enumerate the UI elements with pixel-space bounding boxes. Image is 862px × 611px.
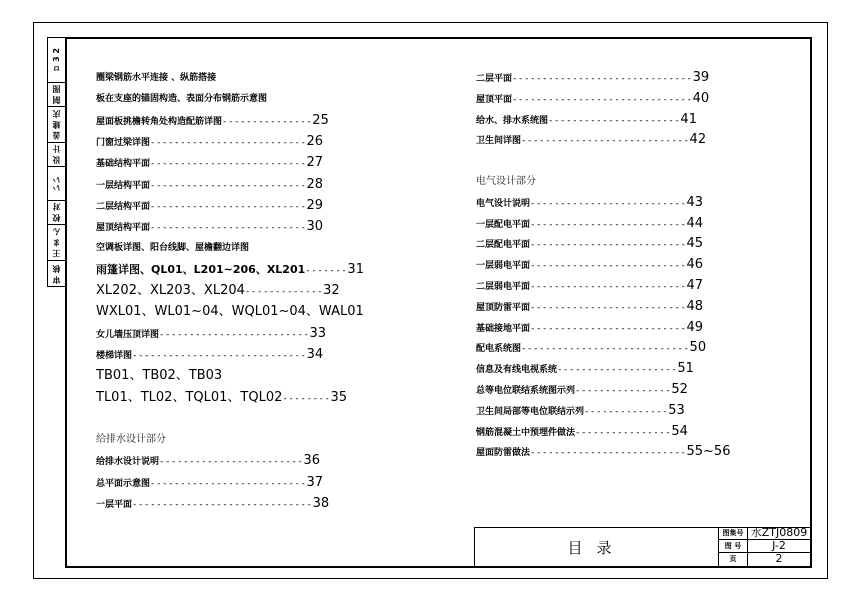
- toc-entry-leader: ------------------------------: [512, 74, 693, 84]
- toc-entry-page: 29: [306, 197, 324, 213]
- toc-entry: [96, 263, 364, 278]
- toc-entry-page: 31: [347, 261, 364, 277]
- toc-entry-page: 48: [686, 298, 704, 314]
- toc-entry-title: 门窗过梁详图: [96, 137, 151, 148]
- toc-entry-page: 35: [330, 389, 348, 405]
- drawing-label: 图 号: [719, 540, 748, 553]
- toc-entry-title: 卫生间详图: [476, 136, 522, 147]
- toc-entry-title: 二层配电平面: [476, 240, 531, 251]
- toc-entry: [476, 383, 688, 398]
- title-block-atlas-row: [719, 527, 810, 540]
- toc-entry-leader: -------------: [244, 287, 324, 297]
- toc-entry-title: 空调板详图、阳台线脚、屋檐翻边详图: [96, 243, 250, 254]
- toc-entry: [476, 445, 730, 460]
- toc-entry-page: 49: [686, 319, 704, 335]
- toc-entry: [476, 237, 703, 252]
- signature-cell-text: ロ 3 2: [51, 47, 61, 73]
- toc-entry-title: 基础接地平面: [476, 323, 531, 334]
- toc-entry-page: 45: [686, 236, 704, 252]
- toc-entry: [476, 217, 703, 232]
- toc-entry-title: TB01、TB02、TB03: [96, 368, 223, 384]
- toc-entry-leader: ------------------------: [159, 457, 304, 468]
- toc-entry-title: 屋面板挑檐转角处构造配筋详图: [96, 116, 223, 127]
- signature-cell: [47, 260, 65, 287]
- toc-entry-leader: --------------------------: [530, 261, 687, 272]
- toc-entry-title: 钢筋混凝土中预埋件做法: [476, 427, 576, 438]
- signature-cell-text: 校 对: [51, 203, 61, 222]
- toc-entry: [96, 391, 347, 406]
- toc-entry: [476, 196, 703, 211]
- page-label: 页: [719, 553, 748, 566]
- toc-entry-page: 38: [312, 496, 330, 511]
- toc-entry-page: 32: [323, 283, 340, 298]
- toc-entry-page: 55~56: [686, 444, 731, 460]
- toc-entry-leader: -----------------------------: [132, 350, 307, 361]
- toc-entry: [476, 404, 685, 419]
- toc-entry-page: 25: [312, 112, 329, 128]
- atlas-label: 图集号: [719, 527, 748, 540]
- signature-cell: [47, 166, 65, 200]
- toc-entry-leader: ------------------------------: [132, 500, 313, 510]
- toc-entry-leader: ----------------------: [548, 115, 681, 126]
- toc-entry-leader: --------------------------: [530, 323, 687, 334]
- toc-entry-leader: --------------------------: [530, 302, 687, 313]
- toc-entry: [96, 220, 323, 235]
- toc-entry-leader: ----------------------------: [521, 136, 690, 147]
- toc-entry-page: 51: [677, 361, 694, 377]
- toc-entry-page: 26: [306, 133, 324, 149]
- toc-entry-page: 33: [309, 325, 327, 341]
- drawing-value: J-2: [772, 539, 786, 552]
- toc-entry-title: WXL01、WL01~04、WQL01~04、WAL01: [96, 304, 364, 320]
- toc-entry: [476, 300, 703, 315]
- toc-entry: [476, 71, 709, 86]
- toc-entry-page: 37: [306, 474, 324, 490]
- toc-entry-title: 基础结构平面: [96, 159, 151, 170]
- toc-entry: [96, 497, 329, 512]
- toc-entry-leader: --------------------------: [530, 198, 687, 209]
- toc-entry: [96, 348, 323, 363]
- toc-entry-leader: --------------------: [557, 365, 678, 376]
- signature-cell-text: 盖 建 庆: [51, 109, 61, 140]
- toc-entry-page: 27: [306, 155, 324, 171]
- toc-entry-page: 52: [671, 382, 688, 397]
- title-block-drawing-row: [719, 540, 810, 553]
- toc-entry-leader: --------------------------: [530, 240, 687, 251]
- toc-entry-title: XL202、XL203、XL204: [96, 283, 245, 298]
- toc-entry-leader: --------------------------: [150, 478, 307, 489]
- toc-entry: [476, 175, 536, 189]
- signature-cell: [47, 106, 65, 142]
- toc-entry: [96, 454, 320, 469]
- toc-entry-title: 总等电位联结系统图示列: [476, 386, 576, 396]
- toc-entry: [96, 71, 216, 85]
- toc-entry-title: 二层结构平面: [96, 201, 151, 212]
- toc-entry-title: 二层弱电平面: [476, 282, 531, 292]
- toc-entry-page: 41: [680, 111, 697, 127]
- toc-entry-leader: -------: [305, 265, 348, 276]
- toc-entry-title: 板在支座的锚固构造、表面分布钢筋示意图: [96, 94, 268, 105]
- toc-entry-page: 36: [303, 453, 321, 469]
- toc-entry-title: 女儿墙压顶详图: [96, 329, 160, 340]
- toc-entry-title: 雨篷详图、QL01、L201~206、XL201: [96, 262, 306, 276]
- toc-entry-title: 一层结构平面: [96, 180, 151, 191]
- toc-entry-leader: --------------------------: [150, 180, 307, 191]
- signature-cell-text: 审 核: [51, 264, 61, 284]
- toc-entry-leader: --------------------------: [530, 282, 687, 292]
- toc-entry-title: 屋顶平面: [476, 94, 513, 105]
- toc-entry-title: 一层平面: [96, 500, 133, 510]
- toc-entry-title: 给排水设计说明: [96, 457, 160, 468]
- toc-entry-title: 屋面防雷做法: [476, 448, 531, 459]
- toc-entry-title: 电气设计部分: [476, 176, 536, 187]
- toc-entry-page: 43: [686, 194, 704, 210]
- toc-entry: [476, 321, 703, 336]
- page-value: 2: [775, 552, 783, 565]
- toc-entry: [96, 241, 249, 255]
- toc-entry: [476, 362, 694, 377]
- toc-entry: [96, 156, 323, 171]
- toc-entry: [96, 199, 323, 214]
- toc-entry-title: 屋顶防雷平面: [476, 302, 531, 313]
- toc-entry-leader: --------: [282, 393, 331, 404]
- toc-entry: [476, 341, 706, 356]
- toc-entry-leader: --------------------------: [150, 137, 307, 148]
- toc-entry-title: 配电系统图: [476, 344, 522, 355]
- toc-entry: [96, 178, 323, 193]
- toc-entry-leader: -------------------------: [159, 329, 310, 340]
- toc-entry-leader: --------------------------: [530, 448, 687, 459]
- toc-entry-page: 53: [668, 402, 685, 418]
- toc-entry-leader: ---------------: [222, 116, 313, 127]
- signature-cell: [47, 37, 65, 82]
- toc-entry-title: 给水、排水系统图: [476, 115, 549, 126]
- toc-entry-page: 50: [689, 340, 707, 356]
- toc-entry: [96, 284, 340, 299]
- toc-entry-page: 44: [686, 215, 704, 231]
- toc-entry-title: 总平面示意图: [96, 478, 151, 489]
- signature-cell: [47, 200, 65, 224]
- signature-cell-text: いい: [51, 175, 61, 192]
- toc-entry: [96, 369, 222, 383]
- signature-cell: [47, 82, 65, 106]
- toc-entry-title: 给排水设计部分: [96, 434, 166, 446]
- toc-entry: [96, 433, 166, 447]
- toc-entry-page: 54: [671, 423, 688, 439]
- toc-entry-page: 42: [689, 132, 707, 148]
- toc-entry-page: 30: [306, 219, 324, 235]
- title-block-title: 目录: [475, 527, 719, 567]
- toc-entry-leader: ----------------------------: [521, 344, 690, 355]
- toc-entry-leader: ----------------: [575, 427, 672, 438]
- toc-entry-page: 47: [686, 278, 704, 293]
- toc-entry-leader: --------------------------: [150, 201, 307, 212]
- atlas-value: 水ZTJ0809: [750, 526, 808, 539]
- toc-entry-leader: --------------: [584, 406, 669, 417]
- signature-cell-text: 王 ま ん: [51, 227, 61, 258]
- toc-entry-page: 46: [686, 257, 704, 273]
- toc-entry-title: 一层弱电平面: [476, 261, 531, 272]
- title-block-page-row: [719, 553, 810, 566]
- toc-entry: [476, 425, 688, 440]
- toc-entry: [96, 92, 267, 106]
- toc-entry-title: 楼梯详图: [96, 350, 133, 361]
- toc-entry-title: 卫生间局部等电位联结示列: [476, 406, 585, 417]
- toc-entry: [96, 327, 326, 342]
- toc-entry-title: 一层配电平面: [476, 219, 531, 230]
- toc-entry-page: 28: [306, 176, 324, 192]
- toc-entry-leader: --------------------------: [530, 219, 687, 230]
- toc-entry-page: 34: [306, 346, 324, 362]
- toc-entry-title: TL01、TL02、TQL01、TQL02: [96, 389, 283, 405]
- signature-cell: [47, 142, 65, 166]
- signature-cell-text: 制 图: [51, 85, 61, 104]
- toc-entry-title: 圈梁钢筋水平连接 、纵筋搭接: [96, 73, 217, 83]
- toc-entry: [96, 305, 364, 319]
- toc-entry-title: 信息及有线电视系统: [476, 365, 558, 376]
- toc-entry: [476, 258, 703, 273]
- toc-entry-page: 39: [692, 70, 710, 85]
- toc-entry-title: 二层平面: [476, 74, 513, 84]
- toc-entry-leader: --------------------------: [150, 159, 307, 170]
- toc-entry-title: 屋顶结构平面: [96, 223, 151, 234]
- toc-entry-leader: ------------------------------: [512, 94, 693, 105]
- toc-entry-title: 电气设计说明: [476, 198, 531, 209]
- toc-entry-leader: --------------------------: [150, 223, 307, 234]
- toc-entry: [476, 92, 709, 107]
- toc-entry: [476, 113, 697, 128]
- toc-entry: [476, 279, 703, 294]
- toc-entry: [96, 476, 323, 491]
- toc-entry: [96, 135, 323, 150]
- signature-cell-text: 设 计: [51, 145, 61, 164]
- toc-entry-leader: ----------------: [575, 386, 672, 396]
- toc-entry: [96, 114, 329, 129]
- toc-entry: [476, 133, 706, 148]
- signature-cell: [47, 224, 65, 260]
- toc-entry-page: 40: [692, 90, 710, 106]
